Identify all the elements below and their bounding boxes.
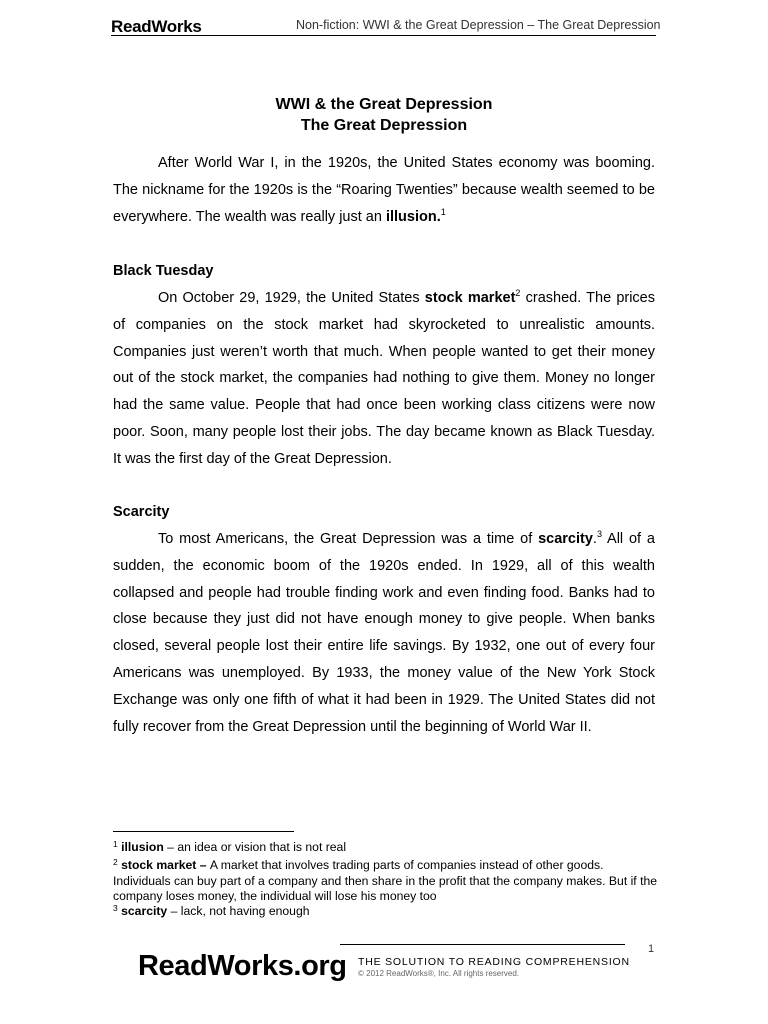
- footnote-separator: –: [163, 840, 178, 854]
- scarcity-punct: .: [592, 531, 597, 547]
- footnote-1: [113, 837, 658, 856]
- footnote-2: [113, 855, 658, 905]
- page-number: 1: [648, 943, 655, 955]
- footnote-ref-3: 3: [596, 529, 602, 539]
- intro-text: After World War I, in the 1920s, the United States economy was booming. The nickname for the 1920s is the “Roaring Twenties” because wealth seemed to be everywhere. The wealth was really just an: [113, 155, 655, 225]
- header-divider: [111, 35, 656, 36]
- footnote-definition: lack, not having enough: [180, 904, 310, 918]
- footnote-divider: [113, 831, 294, 832]
- footnote-3: [113, 901, 658, 920]
- footnote-ref-1: 1: [440, 206, 446, 217]
- header-subtitle: Non-fiction: WWI & the Great Depression – The Great Depression: [296, 18, 661, 32]
- section-heading-black-tuesday: Black Tuesday: [113, 263, 214, 279]
- footnote-term: illusion: [121, 840, 164, 854]
- footnote-definition: an idea or vision that is not real: [177, 840, 347, 854]
- footnote-number: 2: [113, 857, 118, 867]
- intro-paragraph: [113, 150, 655, 230]
- footnote-ref-2: 2: [515, 288, 521, 298]
- document-title: WWI & the Great Depression: [275, 96, 493, 113]
- scarcity-term: scarcity: [538, 531, 593, 547]
- footnote-separator: –: [196, 858, 210, 872]
- document-subtitle: The Great Depression: [300, 117, 468, 134]
- footnote-definition: A market that involves trading parts of companies instead of other goods. Individuals can buy part of a company and then share in the profit that the company makes. But if the company loses money, the individual will lose his money too: [113, 858, 658, 904]
- footnote-term: scarcity: [121, 904, 168, 918]
- black-tuesday-text-after: crashed. The prices of companies on the stock market had skyrocketed to unrealistic amounts. Companies just weren’t worth that much. When people wanted to get their money out of the stock market, the companies had nothing to give them. Money no longer had the same value. People that had once been working class citizens were now poor. Soon, many people lost their jobs. The day became known as Black Tuesday. It was the first day of the Great Depression.: [113, 290, 655, 467]
- footer-logo: ReadWorks.org: [138, 950, 347, 982]
- black-tuesday-paragraph: [113, 285, 655, 473]
- scarcity-text-after: All of a sudden, the economic boom of the 1920s ended. In 1929, all of this wealth collapsed and people had trouble finding work and even finding food. Banks had to close because they just did not have enough money to give people. When banks closed, several people lost their entire life savings. By 1932, one out of every four Americans was unemployed. By 1933, the money value of the New York Stock Exchange was only one fifth of what it had been in 1929. The United States did not fully recover from the Great Depression until the beginning of World War II.: [113, 531, 655, 735]
- footer-divider: [340, 944, 625, 945]
- black-tuesday-text-before: On October 29, 1929, the United States: [158, 290, 425, 306]
- header-logo: ReadWorks: [111, 17, 202, 36]
- footer-tagline: THE SOLUTION TO READING COMPREHENSION: [358, 956, 630, 968]
- intro-term: illusion.: [385, 208, 441, 225]
- footnote-separator: –: [167, 904, 181, 918]
- footnote-term: stock market: [121, 858, 197, 872]
- scarcity-text-before: To most Americans, the Great Depression was a time of: [158, 531, 539, 547]
- section-heading-scarcity: Scarcity: [113, 504, 170, 520]
- scarcity-paragraph: [113, 526, 655, 740]
- footer-copyright: © 2012 ReadWorks®, Inc. All rights reserved.: [358, 969, 520, 978]
- footnote-number: 3: [113, 903, 118, 913]
- footnote-number: 1: [113, 839, 118, 849]
- black-tuesday-term: stock market: [424, 290, 516, 306]
